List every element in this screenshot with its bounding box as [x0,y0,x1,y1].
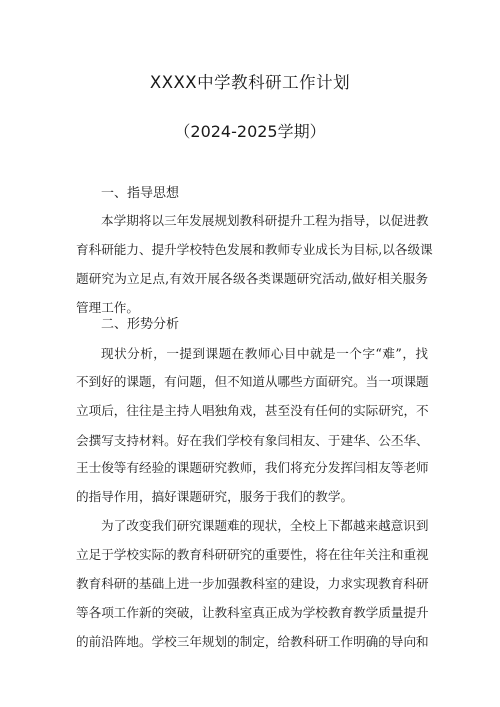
document-subtitle: （2024-2025学期） [174,122,326,141]
paragraph-line: 题研究为立足点,有效开展各级各类课题研究活动,做好相关服务 [76,271,428,286]
paragraph-line: 现状分析，一提到课题在教师心目中就是一个字“难”，找 [101,346,428,361]
paragraph-line: 的前沿阵地。学校三年规划的制定，给教科研工作明确的导向和 [76,634,429,649]
paragraph-line: 王士俊等有经验的课题研究教师，我们将充分发挥闫相友等老师 [76,460,429,475]
section-heading: 二、形势分析 [101,317,180,332]
paragraph-line: 管理工作。 [76,300,139,315]
section-heading: 一、指导思想 [101,186,180,201]
paragraph-line: 为了改变我们研究课题难的现状，全校上下都越来越意识到 [101,518,429,533]
paragraph-line: 会撰写支持材料。好在我们学校有象闫相友、于建华、公丕华、 [76,433,429,448]
paragraph-line: 立项后，往往是主持人唱独角戏，甚至没有任何的实际研究，不 [76,403,429,418]
paragraph-line: 不到好的课题，有问题，但不知道从哪些方面研究。当一项课题 [76,374,429,389]
paragraph-line: 育科研能力、提升学校特色发展和教师专业成长为目标,以各级课 [76,242,433,257]
paragraph-line: 的指导作用，搞好课题研究，服务于我们的教学。 [76,489,354,504]
paragraph-line: 本学期将以三年发展规划教科研提升工程为指导，以促进教 [101,213,429,228]
paragraph-line: 立足于学校实际的教育科研研究的重要性，将在往年关注和重视 [76,547,429,562]
paragraph-line: 教育科研的基础上进一步加强教科室的建设，力求实现教育科研 [76,576,429,591]
paragraph-line: 等各项工作新的突破，让教科室真正成为学校教育教学质量提升 [76,605,429,620]
document-title: XXXX中学教科研工作计划 [149,73,351,92]
